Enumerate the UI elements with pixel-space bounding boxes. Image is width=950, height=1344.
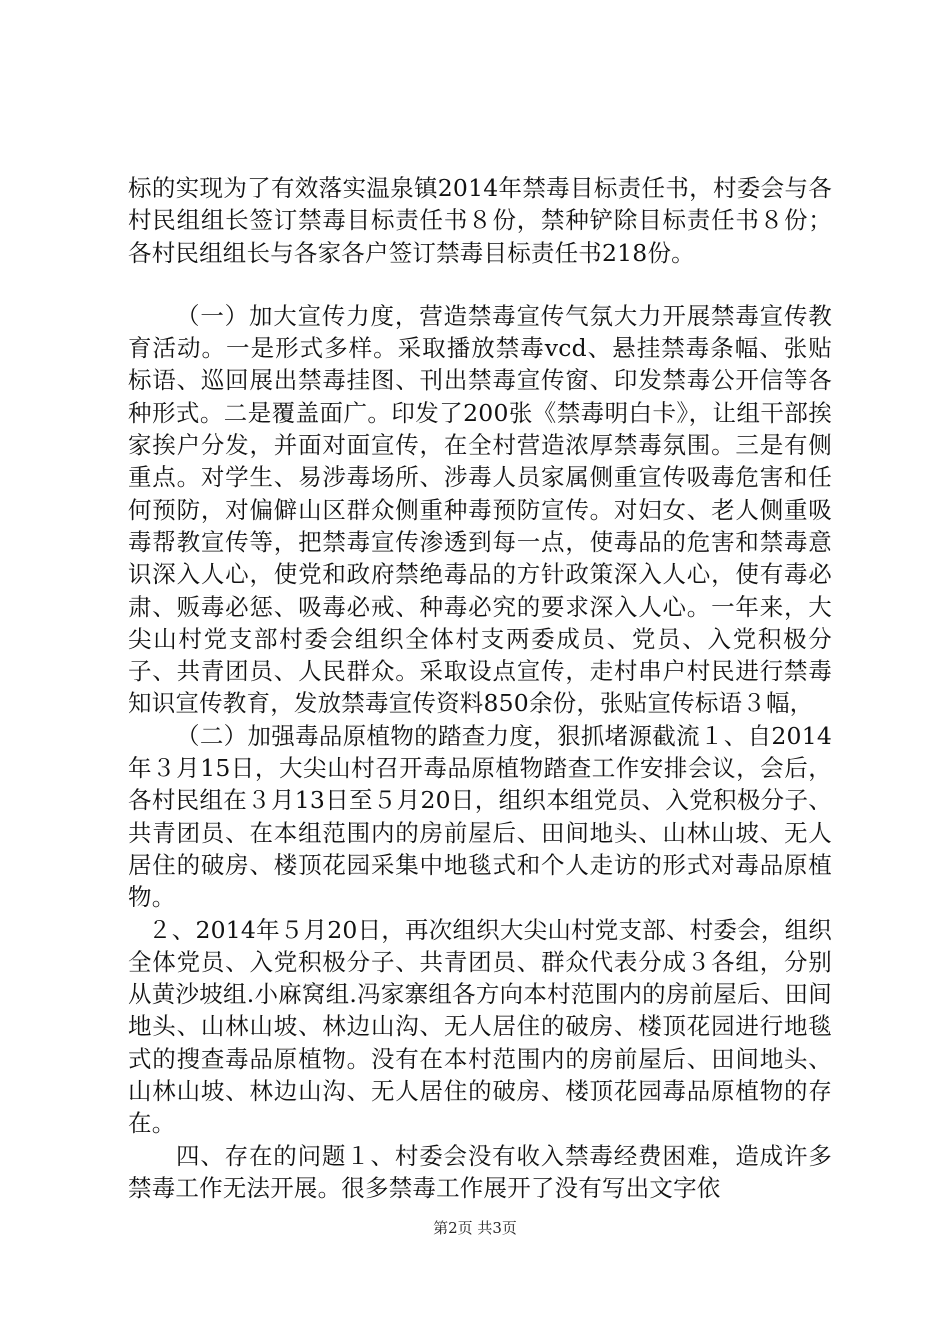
paragraph-target-responsibility: 标的实现为了有效落实温泉镇2014年禁毒目标责任书，村委会与各村民组组长签订禁毒目标责任书８份，禁种铲除目标责任书８份；各村民组组长与各家各户签订禁毒目标责任书218份。: [128, 174, 832, 267]
paragraph-second-inspection: ２、2014年５月20日，再次组织大尖山村党支部、村委会，组织全体党员、入党积极分子、共青团员、群众代表分成３各组，分别从黄沙坡组.小麻窝组.冯家寨组各方向本村范围内的房前屋后、田间地头、山林山坡、林边山沟、无人居住的破房、楼顶花园进行地毯式的搜查毒品原植物。没有在本村范围内的房前屋后、田间地头、山林山坡、林边山沟、无人居住的破房、楼顶花园毒品原植物的存在。: [128, 915, 832, 1138]
paragraph-existing-problems: 四、存在的问题１、村委会没有收入禁毒经费困难，造成许多禁毒工作无法开展。很多禁毒工作展开了没有写出文字依: [128, 1141, 832, 1202]
document-body: [128, 172, 832, 1204]
paragraph-gap: [128, 269, 832, 300]
paragraph-plant-inspection: （二）加强毒品原植物的踏查力度，狠抓堵源截流１、自2014年３月15日，大尖山村召开毒品原植物踏查工作安排会议，会后，各村民组在３月13日至５月20日，组织本组党员、入党积极分子、共青团员、在本组范围内的房前屋后、田间地头、山林山坡、无人居住的破房、楼顶花园采集中地毯式和个人走访的形式对毒品原植物。: [128, 721, 832, 912]
page-number-footer: 第2页 共3页: [433, 1219, 517, 1237]
paragraph-publicity: （一）加大宣传力度，营造禁毒宣传气氛大力开展禁毒宣传教育活动。一是形式多样。采取播放禁毒vcd、悬挂禁毒条幅、张贴标语、巡回展出禁毒挂图、刊出禁毒宣传窗、印发禁毒公开信等各种形式。二是覆盖面广。印发了200张《禁毒明白卡》，让组干部挨家挨户分发，并面对面宣传，在全村营造浓厚禁毒氛围。三是有侧重点。对学生、易涉毒场所、涉毒人员家属侧重宣传吸毒危害和任何预防，对偏僻山区群众侧重种毒预防宣传。对妇女、老人侧重吸毒帮教宣传等，把禁毒宣传渗透到每一点，使毒品的危害和禁毒意识深入人心，使党和政府禁绝毒品的方针政策深入人心，使有毒必肃、贩毒必惩、吸毒必戒、种毒必究的要求深入人心。一年来，大尖山村党支部村委会组织全体村支两委成员、党员、入党积极分子、共青团员、人民群众。采取设点宣传，走村串户村民进行禁毒知识宣传教育，发放禁毒宣传资料850余份，张贴宣传标语３幅，: [128, 301, 832, 718]
